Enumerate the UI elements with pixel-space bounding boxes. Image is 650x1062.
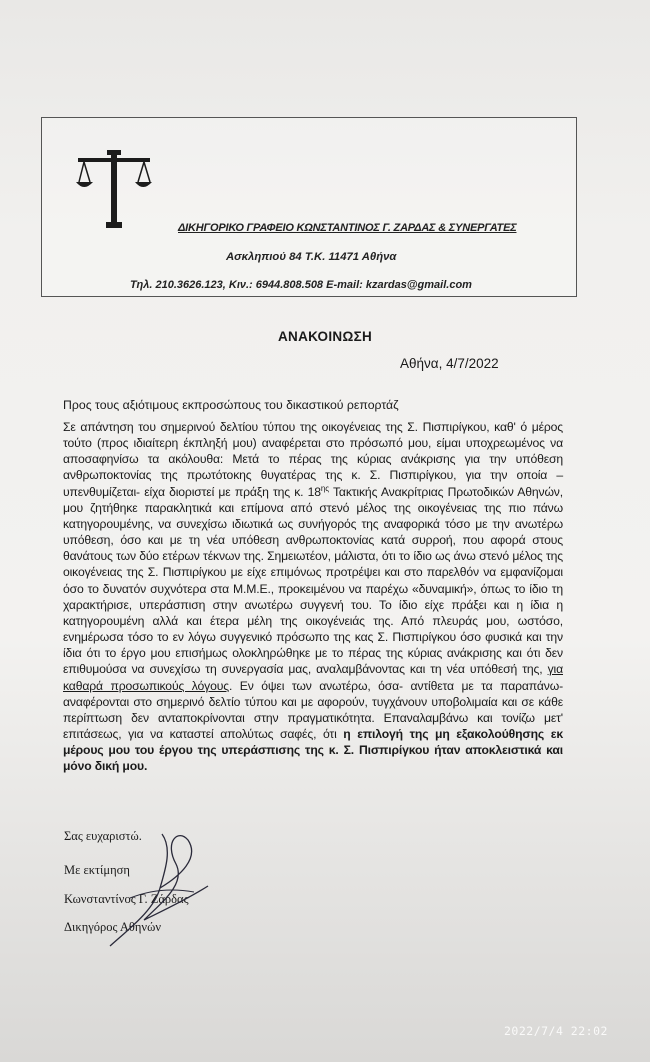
- body-part-2: Τακτικής Ανακρίτριας Πρωτοδικών Αθηνών, μου ζητήθηκε παρακλητικά και επίμονα από στενό μέλος της οικογένειας της πιο πάνω κατηγορουμένης, να συνεχίσω ιδιωτικά ως συνήγορός της αναφορικά τόσο με την ανωτέρω υπόθεση, όσο και με τη νέα υπόθεση ανθρωποκτονίας κατά συρροή, που αφορά στους θανάτους των δύο ετέρων τέκνων της. Σημειωτέον, μάλιστα, ότι το ίδιο ως άνω στενό μέλος της οικογένειας της Σ. Πισπιρίγκου με είχε επιμόνως προτρέψει και στο παρελθόν να εμφανίζομαι όσο το δυνατόν συχνότερα στα Μ.Μ.Ε., προκειμένου να παρέχω «δυναμική», όπως το ίδιο τη χαρακτήρισε, υπεράσπιση στην ανωτέρω συγγενή του. Το ίδιο είχε πράξει και η ίδια η κατηγορουμένη αλλά και έτερα μέλη της οικογένειάς της. Από πλευράς μου, ωστόσο, ενημέρωσα τόσο το εν λόγω συγγενικό πρόσωπο της κας Σ. Πισπιρίγκου όσο φυσικά και την ίδια ότι το έργο μου επισήμως ολοκληρώθηκε με το πέρας της κύριας ανάκρισης και ότι δεν επιθυμούσα να συνεχίσω τη συνεργασία μας, αναλαμβάνοντας και τη νέα υπόθεσή της,: [63, 484, 563, 677]
- body-part-1: Σε απάντηση του σημερινού δελτίου τύπου της οικογένειας της Σ. Πισπιρίγκου, καθ' ό μέρος τούτο (προς ιδιαίτερη έκπληξή μου) αναφέρεται στο πρόσωπό μου, είμαι υποχρεωμένος να αποσαφηνίσω τα ακόλουθα: Μετά το πέρας της κύριας ανάκρισης για την υπόθεση ανθρωποκτονίας της πρωτότοκης θυγατέρας της κ. Σ. Πισπιρίγκου, για την οποία –υπενθυμίζεται- είχα διοριστεί με πράξη της κ. 18: [63, 420, 563, 499]
- closing-thanks: Σας ευχαριστώ.: [64, 829, 142, 843]
- ordinal-suffix: ης: [320, 483, 329, 493]
- signer-role: Δικηγόρος Αθηνών: [64, 920, 161, 934]
- photo-timestamp: 2022/7/4 22:02: [504, 1024, 608, 1038]
- scales-of-justice-icon: [76, 148, 152, 230]
- document-date: Αθήνα, 4/7/2022: [400, 356, 499, 371]
- firm-address: Ασκληπιού 84 Τ.Κ. 11471 Αθήνα: [226, 251, 397, 263]
- firm-name: ΔΙΚΗΓΟΡΙΚΟ ΓΡΑΦΕΙΟ ΚΩΝΣΤΑΝΤΙΝΟΣ Γ. ΖΑΡΔΑΣ & ΣΥΝΕΡΓΑΤΕΣ: [178, 222, 517, 234]
- closing-regards: Με εκτίμηση: [64, 863, 130, 877]
- announcement-body: [63, 419, 563, 774]
- body-part-3: . Εν όψει των ανωτέρω, όσα- αντίθετα με τα παραπάνω- αναφέρονται στο σημερινό δελτίο τύπου και με αφορούν, τυγχάνουν υποβολιμαία και σε κάθε περίπτωση δεν ανταποκρίνονται στην πραγματικότητα. Επαναλαμβάνω και τονίζω μετ' επιτάσεως, για να καταστεί απολύτως σαφές, ότι: [63, 678, 563, 741]
- firm-contact: Τηλ. 210.3626.123, Κιν.: 6944.808.508 E-mail: kzardas@gmail.com: [130, 279, 472, 291]
- underlined-phrase: για καθαρά προσωπικούς λόγους: [63, 662, 563, 693]
- page-title: ΑΝΑΚΟΙΝΩΣΗ: [277, 329, 373, 344]
- signer-name: Κωνσταντίνος Γ. Ζάρδας: [64, 892, 189, 906]
- salutation: Προς τους αξιότιμους εκπροσώπους του δικαστικού ρεπορτάζ: [63, 398, 399, 412]
- handwritten-signature: [90, 828, 260, 956]
- bold-statement: η επιλογή της μη εξακολούθησης εκ μέρους μου του έργου της υπεράσπισης της κ. Σ. Πισπιρίγκου ήταν αποκλειστικά και μόνο δική μου.: [63, 726, 563, 774]
